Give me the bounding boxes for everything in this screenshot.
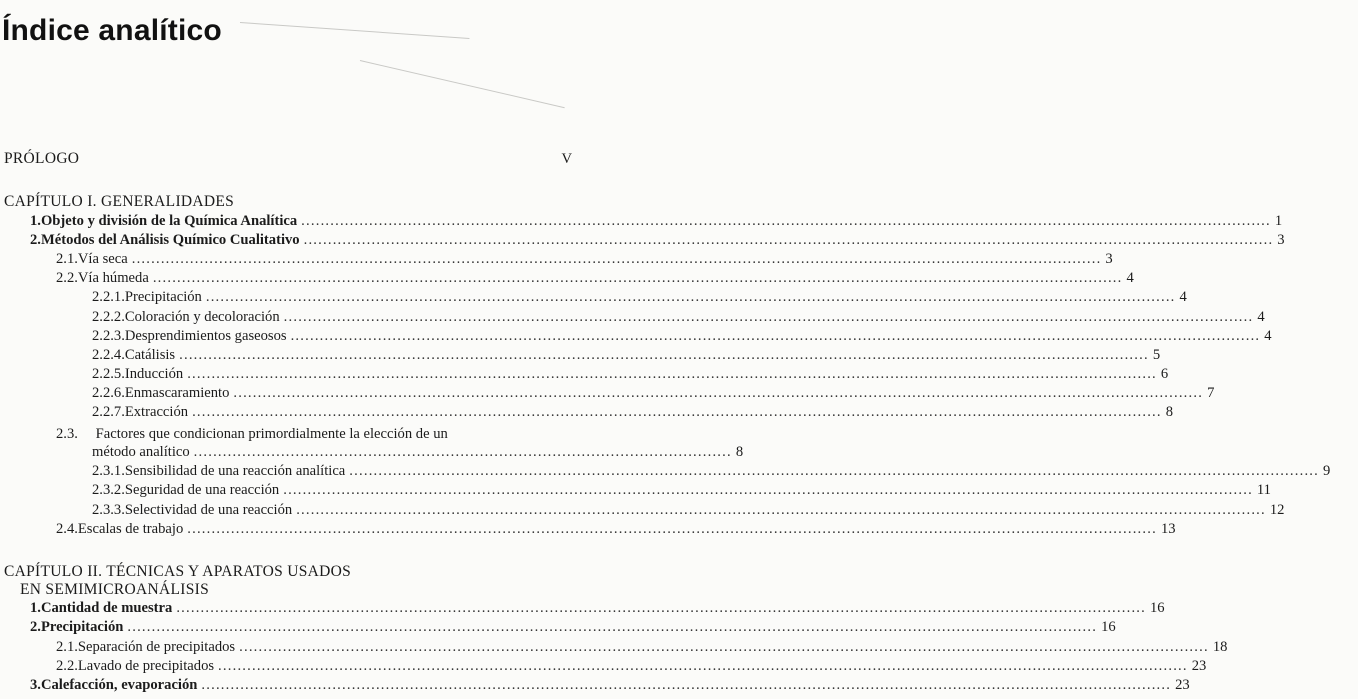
leader-dots: ........................................................................................................................................................................................................ — [349, 463, 1319, 479]
leader-dots: ........................................................................................................................................................................................................ — [187, 365, 1157, 382]
entry-number: 2.2.1. — [92, 289, 125, 306]
entry-number: 2.3.3. — [92, 501, 125, 518]
entry-number: 2.2.4. — [92, 346, 125, 363]
entry-text: Enmascaramiento — [124, 384, 230, 401]
entry-number: 2.3. — [56, 426, 78, 442]
leader-dots: ........................................................................................................................................................................................................ — [283, 308, 1254, 325]
entry-text: Objeto y división de la Química Analítica — [40, 213, 298, 229]
entry-text: Desprendimientos gaseosos — [124, 327, 287, 344]
entry-page: 4 — [1264, 327, 1272, 344]
toc-entry[interactable] — [56, 520, 1176, 538]
toc-entry[interactable] — [92, 365, 1169, 383]
leader-dots: ............................................................................................................... — [193, 444, 732, 460]
leader-dots: ........................................................................................................................................................................................................ — [192, 404, 1162, 420]
entry-page: 18 — [1212, 638, 1228, 655]
entry-number: 2.2.5. — [92, 365, 125, 382]
toc-entry[interactable] — [56, 269, 1134, 287]
entry-text: Coloración y decoloración — [124, 308, 280, 325]
entry-number: 2.1. — [56, 638, 78, 655]
toc-entry-factores[interactable] — [56, 425, 600, 443]
toc-entry[interactable] — [56, 638, 1228, 656]
leader-dots: ........................................................................................................................................................................................................ — [301, 213, 1271, 229]
entry-text: Factores que condicionan primordialmente la elección de un — [95, 426, 448, 442]
toc-entry[interactable] — [30, 231, 1285, 249]
leader-dots: ........................................................................................................................................................................................................ — [205, 289, 1176, 306]
scan-mark — [360, 60, 565, 108]
entry-text: Precipitación — [40, 619, 124, 636]
toc-entry[interactable] — [30, 618, 1116, 636]
prologo-page: V — [561, 151, 572, 167]
chapter-heading: CAPÍTULO II. TÉCNICAS Y APARATOS USADOS — [4, 563, 352, 580]
toc-entry[interactable] — [56, 657, 1207, 675]
entry-number: 2. — [30, 232, 41, 249]
toc-entry-prologo[interactable] — [4, 150, 600, 168]
entry-page: 8 — [735, 444, 744, 460]
leader-dots: ........................................................................................................................................................................................................ — [233, 384, 1204, 401]
entry-text: Lavado de precipitados — [77, 657, 215, 674]
entry-text: Sensibilidad de una reacción analítica — [124, 463, 346, 479]
toc-entry[interactable] — [92, 462, 1331, 480]
entry-text: Extracción — [124, 404, 189, 420]
chapter-heading-cont: EN SEMIMICROANÁLISIS — [20, 581, 209, 598]
toc-entry[interactable] — [92, 481, 1271, 499]
leader-dots: ........................................................................................................................................................................................................ — [303, 232, 1274, 249]
entry-page: 16 — [1150, 600, 1165, 616]
leader-dots: ........................................................................................................................................................................................................ — [176, 600, 1146, 616]
entry-text: Inducción — [124, 365, 184, 382]
entry-number: 2.3.2. — [92, 482, 125, 499]
entry-number: 3. — [30, 677, 41, 694]
entry-page: 12 — [1269, 501, 1285, 518]
entry-text: método analítico — [92, 444, 190, 460]
entry-number: 2.2. — [56, 270, 78, 287]
entry-text: Seguridad de una reacción — [124, 482, 280, 499]
entry-page: 23 — [1191, 657, 1207, 674]
toc-entry[interactable] — [30, 599, 1165, 617]
entry-number: 2.2.2. — [92, 308, 125, 325]
toc-entry[interactable] — [92, 346, 1161, 364]
toc-entry[interactable] — [56, 250, 1113, 268]
entry-text: Cantidad de muestra — [40, 600, 173, 616]
leader-dots: ........................................................................................................................................................................................................ — [283, 482, 1253, 499]
entry-page: 23 — [1175, 677, 1190, 694]
entry-text: Escalas de trabajo — [77, 520, 184, 537]
entry-page: 7 — [1207, 384, 1215, 401]
entry-number: 2.2.6. — [92, 384, 125, 401]
entry-number: 2.1. — [56, 251, 78, 268]
leader-dots: ........................................................................................................................................................................................................ — [218, 657, 1188, 674]
page-title: Índice analítico — [2, 14, 222, 47]
entry-page: 1 — [1274, 213, 1283, 229]
entry-number: 1. — [30, 213, 41, 229]
toc-entry[interactable] — [30, 212, 1283, 230]
toc-entry[interactable] — [92, 327, 1272, 345]
entry-number: 1. — [30, 600, 41, 616]
prologo-label: PRÓLOGO — [4, 150, 80, 167]
leader-dots: ........................................................................................................................................................................................................ — [296, 501, 1266, 518]
leader-dots: ........................................................................................................................................................................................................ — [290, 327, 1261, 344]
leader-dots: ........................................................................................................................................................................................................ — [201, 677, 1172, 694]
toc-entry[interactable] — [30, 676, 1190, 694]
entry-page: 9 — [1322, 463, 1331, 479]
entry-page: 3 — [1277, 232, 1285, 249]
leader-dots: ........................................................................................................................................................................................................ — [239, 638, 1209, 655]
entry-text: Catálisis — [124, 346, 176, 363]
toc-entry[interactable] — [92, 308, 1265, 326]
entry-number: 2.2. — [56, 657, 78, 674]
entry-number: 2.2.7. — [92, 404, 125, 420]
entry-text: Separación de precipitados — [77, 638, 236, 655]
entry-text: Calefacción, evaporación — [40, 677, 198, 694]
toc-entry[interactable] — [92, 403, 1174, 421]
entry-page: 3 — [1105, 251, 1113, 268]
entry-text: Vía seca — [77, 251, 128, 268]
entry-text: Precipitación — [124, 289, 202, 306]
leader-dots: ........................................................................................................................................................................................................ — [127, 619, 1098, 636]
leader-dots: ........................................................................................................................................................................................................ — [152, 270, 1123, 287]
leader-dots: ........................................................................................................................................................................................................ — [179, 346, 1149, 363]
entry-page: 4 — [1179, 289, 1187, 306]
scan-mark — [240, 22, 470, 39]
toc-entry[interactable] — [92, 288, 1187, 306]
entry-text: Vía húmeda — [77, 270, 149, 287]
entry-page: 5 — [1152, 346, 1161, 363]
entry-page: 4 — [1126, 270, 1134, 287]
entry-page: 13 — [1160, 520, 1176, 537]
entry-page: 4 — [1257, 308, 1265, 325]
toc-entry[interactable] — [92, 384, 1215, 402]
chapter-heading: CAPÍTULO I. GENERALIDADES — [4, 193, 235, 210]
toc-entry[interactable] — [92, 501, 1285, 519]
entry-number: 2. — [30, 619, 41, 636]
entry-number: 2.2.3. — [92, 327, 125, 344]
leader-dots: ........................................................................................................................................................................................................ — [187, 520, 1157, 537]
entry-page: 11 — [1256, 482, 1271, 499]
leader-dots: ........................................................................................................................................................................................................ — [131, 251, 1102, 268]
entry-page: 8 — [1165, 404, 1174, 420]
entry-page: 16 — [1101, 619, 1116, 636]
entry-number: 2.3.1. — [92, 463, 125, 479]
entry-text: Métodos del Análisis Químico Cualitativo — [40, 232, 300, 249]
entry-number: 2.4. — [56, 520, 78, 537]
entry-page: 6 — [1160, 365, 1169, 382]
entry-text: Selectividad de una reacción — [124, 501, 293, 518]
toc-entry-factores-cont[interactable] — [92, 443, 744, 461]
